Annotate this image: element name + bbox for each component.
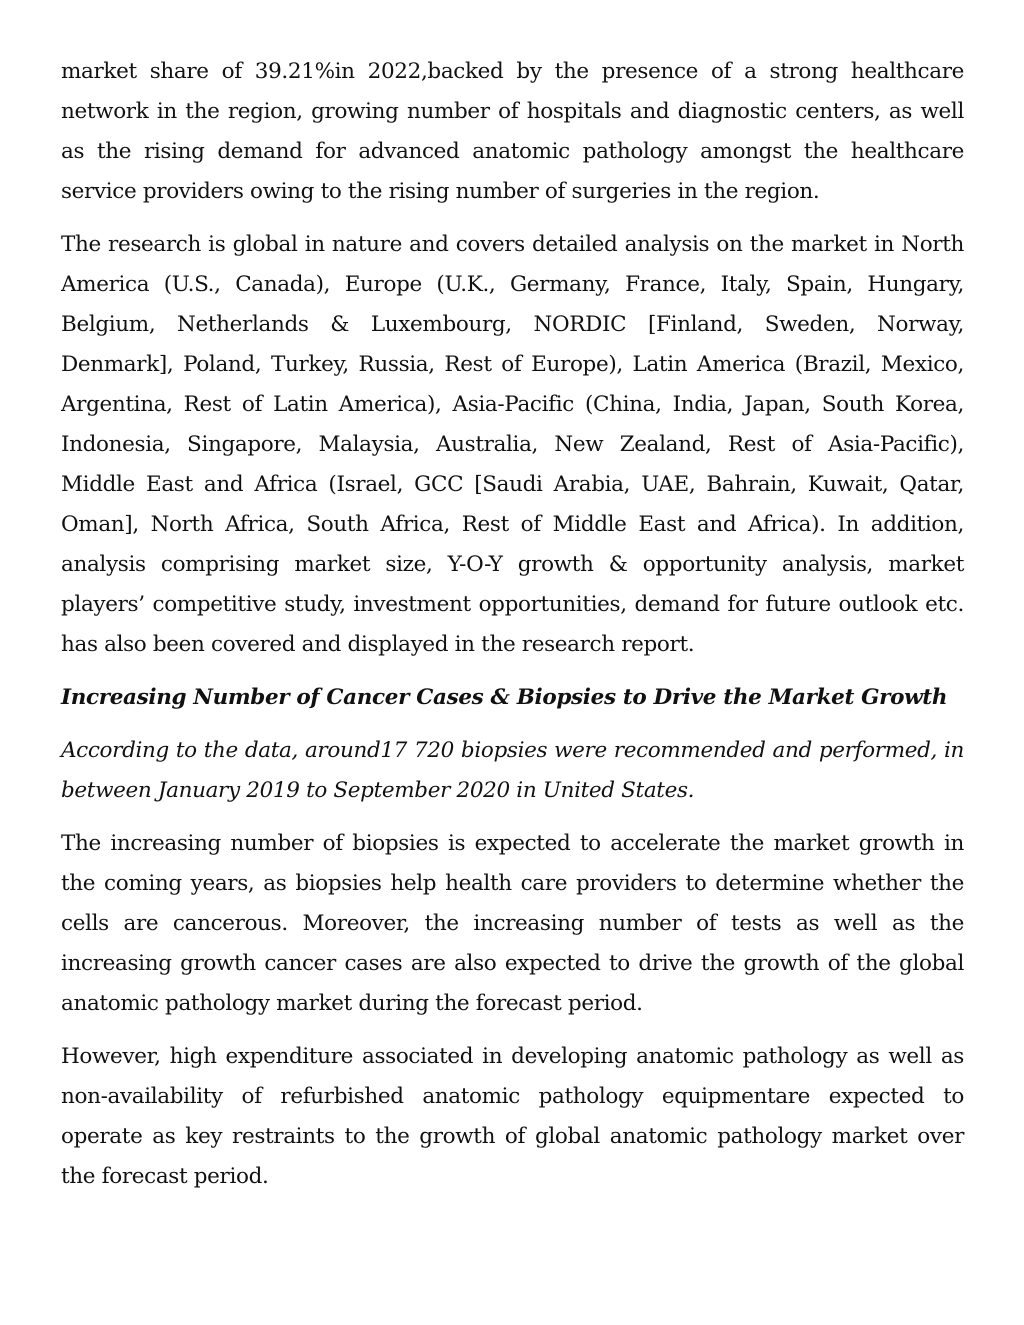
paragraph-biopsy-growth: The increasing number of biopsies is expected to accelerate the market growth in the coming years, as biopsies help health care providers to determine whether the cells are cancerous. Moreover, the increasing number of tests as well as the increasing growth cancer cases are also expected to drive the growth of the global anatomic pathology market during the forecast period. (61, 831, 964, 1016)
paragraph-research-scope: The research is global in nature and covers detailed analysis on the market in North America (U.S., Canada), Europe (U.K., Germany, France, Italy, Spain, Hungary, Belgium, Netherlands & Luxembourg, NORDIC [Finland, Sweden, Norway, Denmark], Poland, Turkey, Russia, Rest of Europe), Latin America (Brazil, Mexico, Argentina, Rest of Latin America), Asia-Pacific (China, India, Japan, South Korea, Indonesia, Singapore, Malaysia, Australia, New Zealand, Rest of Asia-Pacific), Middle East and Africa (Israel, GCC [Saudi Arabia, UAE, Bahrain, Kuwait, Qatar, Oman], North Africa, South Africa, Rest of Middle East and Africa). In addition, analysis comprising market size, Y-O-Y growth & opportunity analysis, market players’ competitive study, investment opportunities, demand for future outlook etc. has also been covered and displayed in the research report. (61, 232, 964, 657)
paragraph-restraints: However, high expenditure associated in developing anatomic pathology as well as non-availability of refurbished anatomic pathology equipmentare expected to operate as key restraints to the growth of global anatomic pathology market over the forecast period. (61, 1044, 964, 1189)
biopsy-data-quote: According to the data, around17 720 biopsies were recommended and performed, in between January 2019 to September 2020 in United States. (61, 738, 964, 803)
document-page (61, 52, 964, 1210)
section-heading: Increasing Number of Cancer Cases & Biopsies to Drive the Market Growth (61, 685, 948, 710)
paragraph-market-share: market share of 39.21%in 2022,backed by the presence of a strong healthcare network in the region, growing number of hospitals and diagnostic centers, as well as the rising demand for advanced anatomic pathology amongst the healthcare service providers owing to the rising number of surgeries in the region. (61, 59, 964, 204)
